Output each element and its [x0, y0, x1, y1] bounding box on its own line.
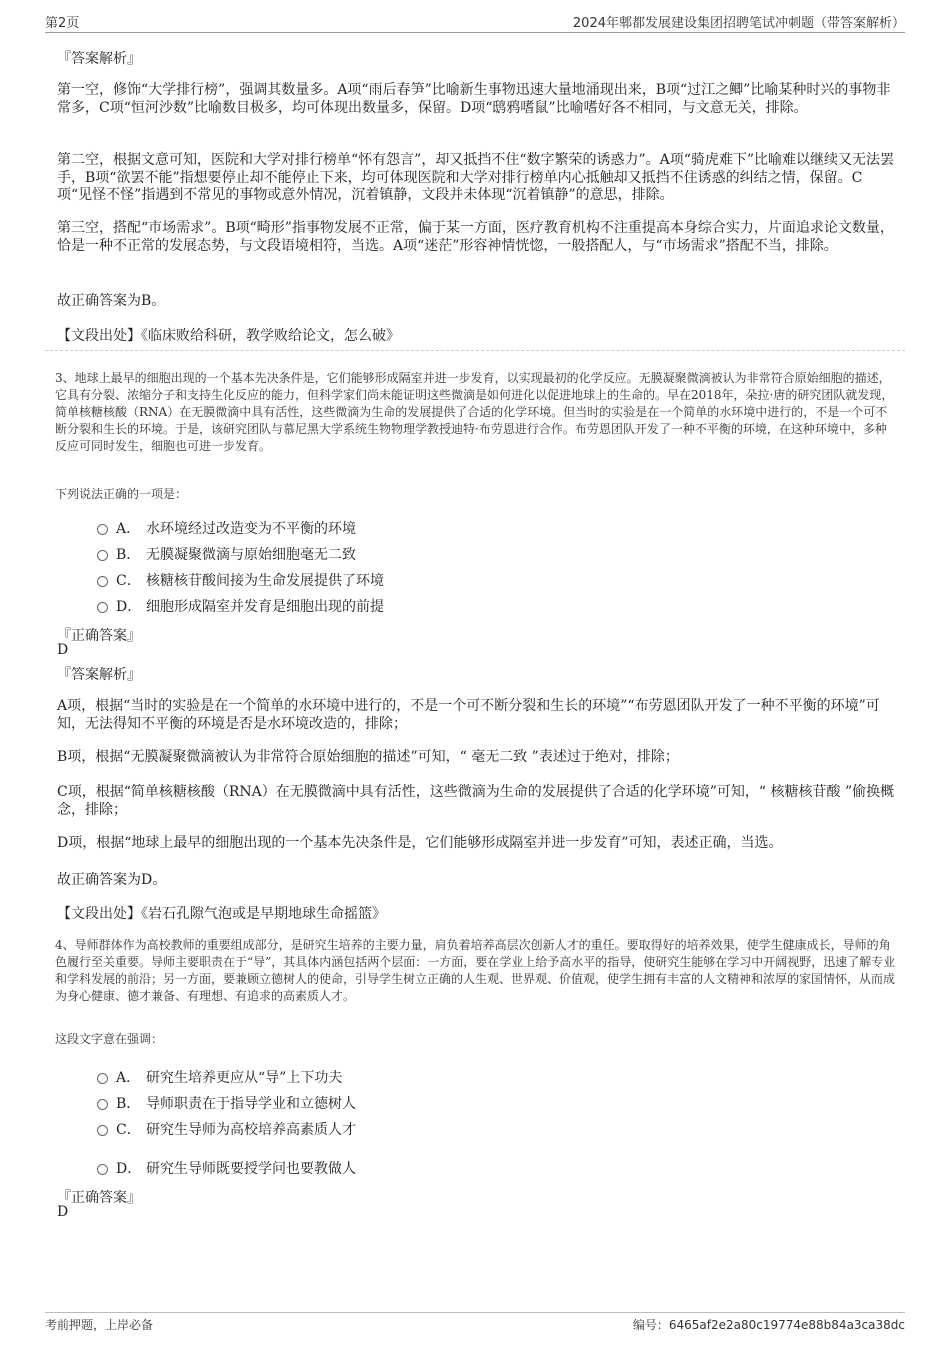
source-citation: 【文段出处】《岩石孔隙气泡或是早期地球生命摇篮》	[57, 906, 386, 922]
correct-answer-label: 『正确答案』	[57, 1190, 141, 1206]
conclusion: 故正确答案为D。	[57, 872, 167, 888]
radio-icon[interactable]	[97, 1073, 108, 1084]
option-c[interactable]: C． 核糖核苷酸间接为生命发展提供了环境	[97, 570, 384, 590]
option-a[interactable]: A． 水环境经过改造变为不平衡的环境	[97, 518, 356, 538]
option-b[interactable]: B． 无膜凝聚微滴与原始细胞毫无二致	[97, 544, 356, 564]
footer-slogan: 考前押题，上岸必备	[45, 1318, 154, 1332]
correct-answer: D	[57, 1204, 69, 1220]
document-title: 2024年郫都发展建设集团招聘笔试冲刺题（带答案解析）	[572, 16, 905, 31]
page-footer	[45, 1312, 905, 1333]
question-stem: 4、导师群体作为高校教师的重要组成部分，是研究生培养的主要力量，肩负着培养高层次创新人才的重任。要取得好的培养效果，使学生健康成长，导师的角色履行至关重要。导师主要职责在于“导”，其具体内涵包括两个层面：一方面，要在学业上给予高水平的指导，使研究生能够在学习中开阔视野，迅速了解专业和学科发展的前沿；另一方面，要兼顾立德树人的使命，引导学生树立正确的人生观、世界观、价值观，使学生拥有丰富的人文精神和浓厚的家国情怀，从而成为身心健康、德才兼备、有理想、有追求的高素质人才。	[55, 938, 896, 1003]
analysis-paragraph-2: 第二空，根据文意可知，医院和大学对排行榜单“怀有怨言”，却又抵挡不住“数字繁荣的诱惑力”。A项“骑虎难下”比喻难以继续又无法罢手，B项“欲罢不能”指想要停止却不能停止下来，均可体现医院和大学对排行榜单内心抵触却又抵挡不住诱惑的纠结之情，保留。C项“见怪不怪”指遇到不常见的事物或意外情况，沉着镇静，文段并未体现“沉着镇静”的意思，排除。	[57, 152, 895, 203]
correct-answer: D	[57, 642, 69, 658]
analysis-label: 『答案解析』	[57, 667, 141, 683]
conclusion: 故正确答案为B。	[57, 293, 166, 309]
question-prompt: 下列说法正确的一项是：	[55, 487, 188, 501]
radio-icon[interactable]	[97, 550, 108, 561]
question-prompt: 这段文字意在强调：	[55, 1032, 164, 1046]
analysis-b: B项，根据“无膜凝聚微滴被认为非常符合原始细胞的描述”可知，“ 毫无二致 ”表述过于绝对，排除；	[57, 749, 679, 765]
analysis-paragraph-1: 第一空，修饰“大学排行榜”，强调其数量多。A项“雨后春笋”比喻新生事物迅速大量地涌现出来，B项“过江之鲫”比喻某种时兴的事物非常多，C项“恒河沙数”比喻数目极多，均可体现出数量多，保留。D项“鸱鸦嗜鼠”比喻嗜好各不相同，与文意无关，排除。	[57, 82, 891, 116]
radio-icon[interactable]	[97, 1164, 108, 1175]
question-stem: 3、地球上最早的细胞出现的一个基本先决条件是，它们能够形成隔室并进一步发育，以实现最初的化学反应。无膜凝聚微滴被认为非常符合原始细胞的描述，它具有分裂、浓缩分子和支持生化反应的能力，但科学家们尚未能证明这些微滴是如何进化以促进地球上的生命的。早在2018年，朵拉·唐的研究团队就发现，简单核糖核酸（RNA）在无膜微滴中具有活性，这些微滴为生命的发展提供了合适的化学环境。但当时的实验是在一个简单的水环境中进行的，不是一个可不断分裂和生长的环境。于是，该研究团队与慕尼黑大学系统生物物理学教授迪特·布劳恩进行合作。布劳恩团队开发了一种不平衡的环境，在这种环境中，多种反应可同时发生，细胞也可进一步发育。	[55, 371, 894, 453]
page-header	[45, 12, 905, 33]
analysis-c: C项，根据“简单核糖核酸（RNA）在无膜微滴中具有活性，这些微滴为生命的发展提供了合适的化学环境”可知，“ 核糖核苷酸 ”偷换概念，排除；	[57, 784, 895, 818]
source-citation: 【文段出处】《临床败给科研，教学败给论文，怎么破》	[57, 328, 400, 344]
radio-icon[interactable]	[97, 1099, 108, 1110]
page-number: 第2页	[45, 16, 80, 31]
option-b[interactable]: B． 导师职责在于指导学业和立德树人	[97, 1093, 356, 1113]
radio-icon[interactable]	[97, 602, 108, 613]
analysis-a: A项，根据“当时的实验是在一个简单的水环境中进行的，不是一个可不断分裂和生长的环境”“布劳恩团队开发了一种不平衡的环境”可知，无法得知不平衡的环境是否是水环境改造的，排除；	[57, 698, 880, 732]
document-id: 编号：6465af2e2a80c19774e88b84a3ca38dc	[632, 1318, 905, 1332]
analysis-label: 『答案解析』	[57, 51, 141, 67]
radio-icon[interactable]	[97, 524, 108, 535]
option-c[interactable]: C． 研究生导师为高校培养高素质人才	[97, 1119, 356, 1139]
option-a[interactable]: A． 研究生培养更应从“导”上下功夫	[97, 1067, 342, 1087]
divider	[45, 350, 905, 351]
option-d[interactable]: D． 细胞形成隔室并发育是细胞出现的前提	[97, 596, 384, 616]
option-d[interactable]: D． 研究生导师既要授学问也要教做人	[97, 1158, 356, 1178]
correct-answer-label: 『正确答案』	[57, 628, 141, 644]
analysis-d: D项，根据“地球上最早的细胞出现的一个基本先决条件是，它们能够形成隔室并进一步发育”可知，表述正确，当选。	[57, 835, 783, 851]
analysis-paragraph-3: 第三空，搭配“市场需求”。B项“畸形”指事物发展不正常，偏于某一方面，医疗教育机构不注重提高本身综合实力，片面追求论文数量，恰是一种不正常的发展态势，与文段语境相符，当选。A项“迷茫”形容神情恍惚，一般搭配人，与“市场需求”搭配不当，排除。	[57, 220, 894, 254]
radio-icon[interactable]	[97, 1125, 108, 1136]
radio-icon[interactable]	[97, 576, 108, 587]
